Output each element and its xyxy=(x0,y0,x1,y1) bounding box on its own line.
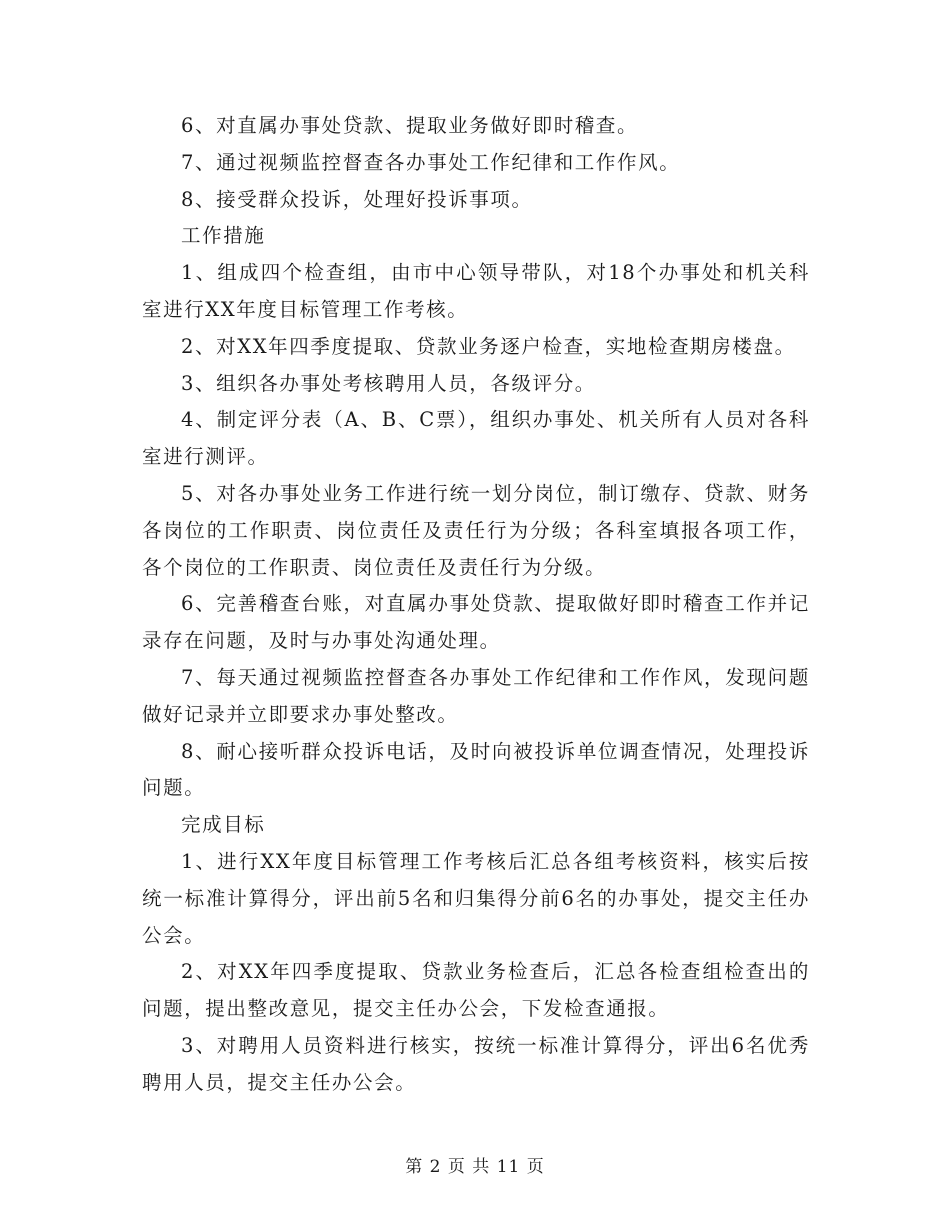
paragraph: 7、每天通过视频监控督查各办事处工作纪律和工作作风，发现问题做好记录并立即要求办事处整改。 xyxy=(142,665,810,726)
section-heading-measures: 工作措施 xyxy=(181,224,266,248)
paragraph: 1、组成四个检查组，由市中心领导带队，对18个办事处和机关科室进行XX年度目标管理工作考核。 xyxy=(142,261,810,321)
paragraph: 3、组织各办事处考核聘用人员，各级评分。 xyxy=(181,371,596,395)
paragraph: 2、对XX年四季度提取、贷款业务检查后，汇总各检查组检查出的问题，提出整改意见，提交主任办公会，下发检查通报。 xyxy=(142,960,810,1021)
paragraph: 6、对直属办事处贷款、提取业务做好即时稽查。 xyxy=(181,114,639,137)
paragraph: 2、对XX年四季度提取、贷款业务逐户检查，实地检查期房楼盘。 xyxy=(181,334,796,358)
page-number-footer: 第 2 页 共 11 页 xyxy=(405,1157,545,1177)
paragraph: 7、通过视频监控督查各办事处工作纪律和工作作风。 xyxy=(181,150,681,174)
paragraph: 6、完善稽查台账，对直属办事处贷款、提取做好即时稽查工作并记录存在问题，及时与办事处沟通处理。 xyxy=(142,592,810,653)
paragraph: 8、接受群众投诉，处理好投诉事项。 xyxy=(181,187,533,211)
paragraph: 5、对各办事处业务工作进行统一划分岗位，制订缴存、贷款、财务各岗位的工作职责、岗位责任及责任行为分级；各科室填报各项工作，各个岗位的工作职责、岗位责任及责任行为分级。 xyxy=(142,481,810,579)
paragraph: 1、进行XX年度目标管理工作考核后汇总各组考核资料，核实后按统一标准计算得分，评出前5名和归集得分前6名的办事处，提交主任办公会。 xyxy=(142,849,810,947)
section-heading-goals: 完成目标 xyxy=(181,813,266,837)
paragraph: 3、对聘用人员资料进行核实，按统一标准计算得分，评出6名优秀聘用人员，提交主任办公会。 xyxy=(142,1033,810,1094)
paragraph: 4、制定评分表（A、B、C票），组织办事处、机关所有人员对各科室进行测评。 xyxy=(142,408,810,469)
document-body xyxy=(142,108,810,1102)
paragraph: 8、耐心接听群众投诉电话，及时向被投诉单位调查情况，处理投诉问题。 xyxy=(142,739,810,800)
